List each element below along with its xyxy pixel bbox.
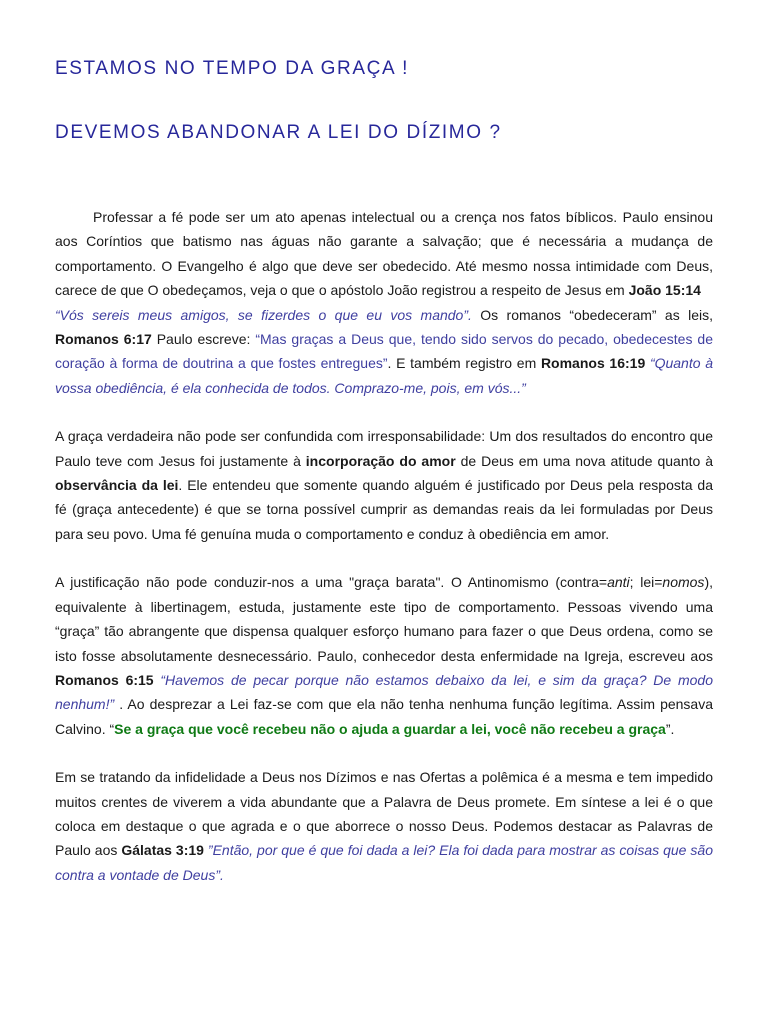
bible-reference: Romanos 6:15 xyxy=(55,671,154,688)
italic-term: nomos xyxy=(662,574,705,591)
calvin-quote: Se a graça que você recebeu não o ajuda a guardar a lei, você não recebeu a graça xyxy=(114,720,666,737)
text: ; lei= xyxy=(629,574,663,591)
text: de Deus em uma nova atitude quanto à xyxy=(455,452,713,469)
text: Professar a fé pode ser um ato apenas intelectual ou a crença nos fatos bíblicos. Paulo ensinou aos Coríntios que batismo nas águas não garante a salvação; que é necessária a mudança de comportamento. O Evangelho é algo que deve ser obedecido. Até mesmo nossa intimidade com Deus, carece de que O obedeçamos, veja o que o apóstolo João registrou a respeito de Jesus em xyxy=(55,209,713,299)
text: . E também registro em xyxy=(387,355,541,372)
bible-reference: Romanos 6:17 xyxy=(55,331,152,348)
document-body xyxy=(55,205,713,911)
paragraph-1 xyxy=(55,205,713,400)
text: A justificação não pode conduzir-nos a uma "graça barata". O Antinomismo (contra= xyxy=(55,574,608,591)
bible-reference: João 15:14 xyxy=(628,282,701,299)
italic-term: anti xyxy=(607,574,630,591)
quote-mark: ” xyxy=(665,720,671,737)
bible-quote: “Mas graças a Deus que, tendo sido servos do pecado, obedecestes de coração à forma de doutrina a que fostes entregues” xyxy=(55,331,713,372)
bible-quote: “Havemos de pecar porque não estamos debaixo da lei, e sim da graça? De modo nenhum!” xyxy=(55,671,713,713)
text: A graça verdadeira não pode ser confundida com irresponsabilidade: Um dos resultados do encontro que Paulo teve com Jesus foi justamente à xyxy=(55,428,713,469)
paragraph-2 xyxy=(55,424,713,546)
bible-reference: Romanos 16:19 xyxy=(540,355,646,372)
text: . Ele entendeu que somente quando alguém é justificado por Deus pela resposta da fé (graça antecedente) é que se torna possível cumprir as demandas reais da lei formuladas por Deus para seu povo. Uma fé genuína muda o comportamento e conduz à obediência em amor. xyxy=(55,477,713,542)
text: ), equivalente à libertinagem, estuda, justamente este tipo de comportamento. Pessoas vivendo uma “graça” tão abrangente que dispensa qualquer esforço humano para fazer o que Deus ordena, como se isto fosse absolutamente desnecessário. Paulo, conhecedor desta enfermidade na Igreja, escreveu aos xyxy=(55,574,713,664)
text: . xyxy=(670,720,675,737)
bold-phrase: incorporação do amor xyxy=(305,452,456,469)
paragraph-3 xyxy=(55,570,713,741)
text: Paulo escreve: xyxy=(151,331,256,348)
bible-quote: “Quanto à vossa obediência, é ela conhecida de todos. Comprazo-me, pois, em vós...” xyxy=(55,355,714,396)
title-line-2: DEVEMOS ABANDONAR A LEI DO DÍZIMO ? xyxy=(55,122,502,143)
quote-mark: “ xyxy=(109,720,115,737)
bold-phrase: observância da lei xyxy=(55,477,179,494)
paragraph-4 xyxy=(55,765,713,887)
bible-quote: “Vós sereis meus amigos, se fizerdes o que eu vos mando”. xyxy=(55,306,472,323)
text: . Ao desprezar a Lei faz-se com que ela não tenha nenhuma função legítima. Assim pensava Calvino. xyxy=(55,696,713,737)
bible-quote: ”Então, por que é que foi dada a lei? Ela foi dada para mostrar as coisas que são contra a vontade de Deus”. xyxy=(55,842,713,883)
text: Em se tratando da infidelidade a Deus nos Dízimos e nas Ofertas a polêmica é a mesma e tem impedido muitos crentes de viverem a vida abundante que a Palavra de Deus promete. Em síntese a lei é o que coloca em destaque o que agrada e o que aborrece o nosso Deus. Podemos destacar as Palavras de Paulo aos xyxy=(55,769,713,859)
title-line-1: ESTAMOS NO TEMPO DA GRAÇA ! xyxy=(55,58,409,79)
text: Os romanos “obedeceram” as leis, xyxy=(471,306,714,323)
bible-reference: Gálatas 3:19 xyxy=(121,842,204,859)
